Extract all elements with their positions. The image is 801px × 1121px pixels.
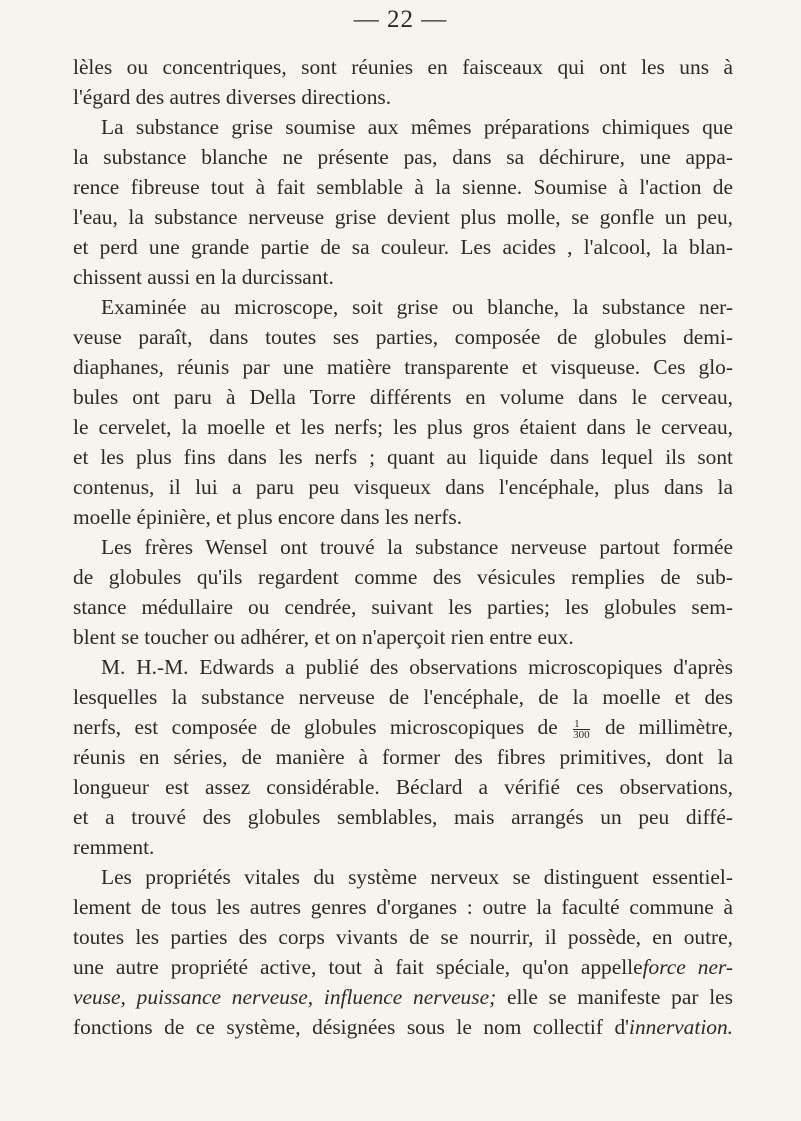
text-line: et a trouvé des globules semblables, mais arrangés un peu diffé- (73, 805, 733, 829)
text-line-with-italic (73, 982, 733, 1012)
text-line: longueur est assez considérable. Béclard a vérifié ces observations, (73, 775, 733, 799)
text-line: diaphanes, réunis par une matière transparente et visqueuse. Ces glo- (73, 355, 733, 379)
text-line-with-italic (73, 1012, 733, 1042)
text-line: bules ont paru à Della Torre différents en volume dans le cerveau, (73, 385, 733, 409)
page-number: — 22 — (353, 6, 448, 33)
text-line-with-italic (73, 952, 733, 982)
text-line: blent se toucher ou adhérer, et on n'aperçoit rien entre eux. (73, 625, 574, 649)
text-segment: de millimètre, (604, 715, 733, 739)
text-line: l'eau, la substance nerveuse grise devient plus molle, se gonfle un peu, (73, 205, 733, 229)
text-line: réunis en séries, de manière à former des fibres primitives, dont la (73, 745, 733, 769)
text-line: le cervelet, la moelle et les nerfs; les plus gros étaient dans le cerveau, (73, 415, 733, 439)
text-line: Examinée au microscope, soit grise ou blanche, la substance ner- (101, 295, 733, 319)
text-line-with-fraction (73, 712, 733, 742)
text-segment: elle se manifeste par les (506, 985, 733, 1009)
text-line: rence fibreuse tout à fait semblable à la sienne. Soumise à l'action de (73, 175, 733, 199)
text-line: l'égard des autres diverses directions. (73, 85, 392, 109)
text-line: remment. (73, 835, 155, 859)
text-segment: nerfs, est composée de globules microscopiques de (73, 715, 558, 739)
fraction-denominator: 300 (573, 728, 590, 741)
text-line: stance médullaire ou cendrée, suivant les parties; les globules sem- (73, 595, 733, 619)
text-line: de globules qu'ils regardent comme des vésicules remplies de sub- (73, 565, 733, 589)
text-segment: une autre propriété active, tout à fait spéciale, qu'on appelle (73, 955, 643, 979)
text-line: chissent aussi en la durcissant. (73, 265, 334, 289)
text-line: La substance grise soumise aux mêmes préparations chimiques que (101, 115, 733, 139)
text-line: Les propriétés vitales du système nerveux se distinguent essentiel- (101, 865, 733, 889)
text-line: contenus, il lui a paru peu visqueux dans l'encéphale, plus dans la (73, 475, 733, 499)
text-line: veuse paraît, dans toutes ses parties, composée de globules demi- (73, 325, 733, 349)
text-line: lèles ou concentriques, sont réunies en faisceaux qui ont les uns à (73, 55, 733, 79)
fraction (573, 719, 590, 740)
text-line: toutes les parties des corps vivants de se nourrir, il possède, en outre, (73, 925, 733, 949)
text-segment: fonctions de ce système, désignées sous le nom collectif d' (73, 1015, 630, 1039)
italic-term: veuse, puissance nerveuse, influence nerveuse; (73, 985, 497, 1009)
italic-term: force ner- (642, 955, 734, 979)
italic-term: innervation. (629, 1015, 733, 1039)
text-line: et les plus fins dans les nerfs ; quant au liquide dans lequel ils sont (73, 445, 733, 469)
text-line: M. H.-M. Edwards a publié des observations microscopiques d'après (101, 655, 733, 679)
body-text (73, 52, 733, 1042)
text-line: lesquelles la substance nerveuse de l'encéphale, de la moelle et des (73, 685, 733, 709)
text-line: et perd une grande partie de sa couleur. Les acides , l'alcool, la blan- (73, 235, 733, 259)
text-line: Les frères Wensel ont trouvé la substance nerveuse partout formée (101, 535, 733, 559)
text-line: moelle épinière, et plus encore dans les nerfs. (73, 505, 463, 529)
fraction-numerator: 1 (573, 719, 590, 730)
text-line: la substance blanche ne présente pas, dans sa déchirure, une appa- (73, 145, 733, 169)
text-line: lement de tous les autres genres d'organes : outre la faculté commune à (73, 895, 733, 919)
